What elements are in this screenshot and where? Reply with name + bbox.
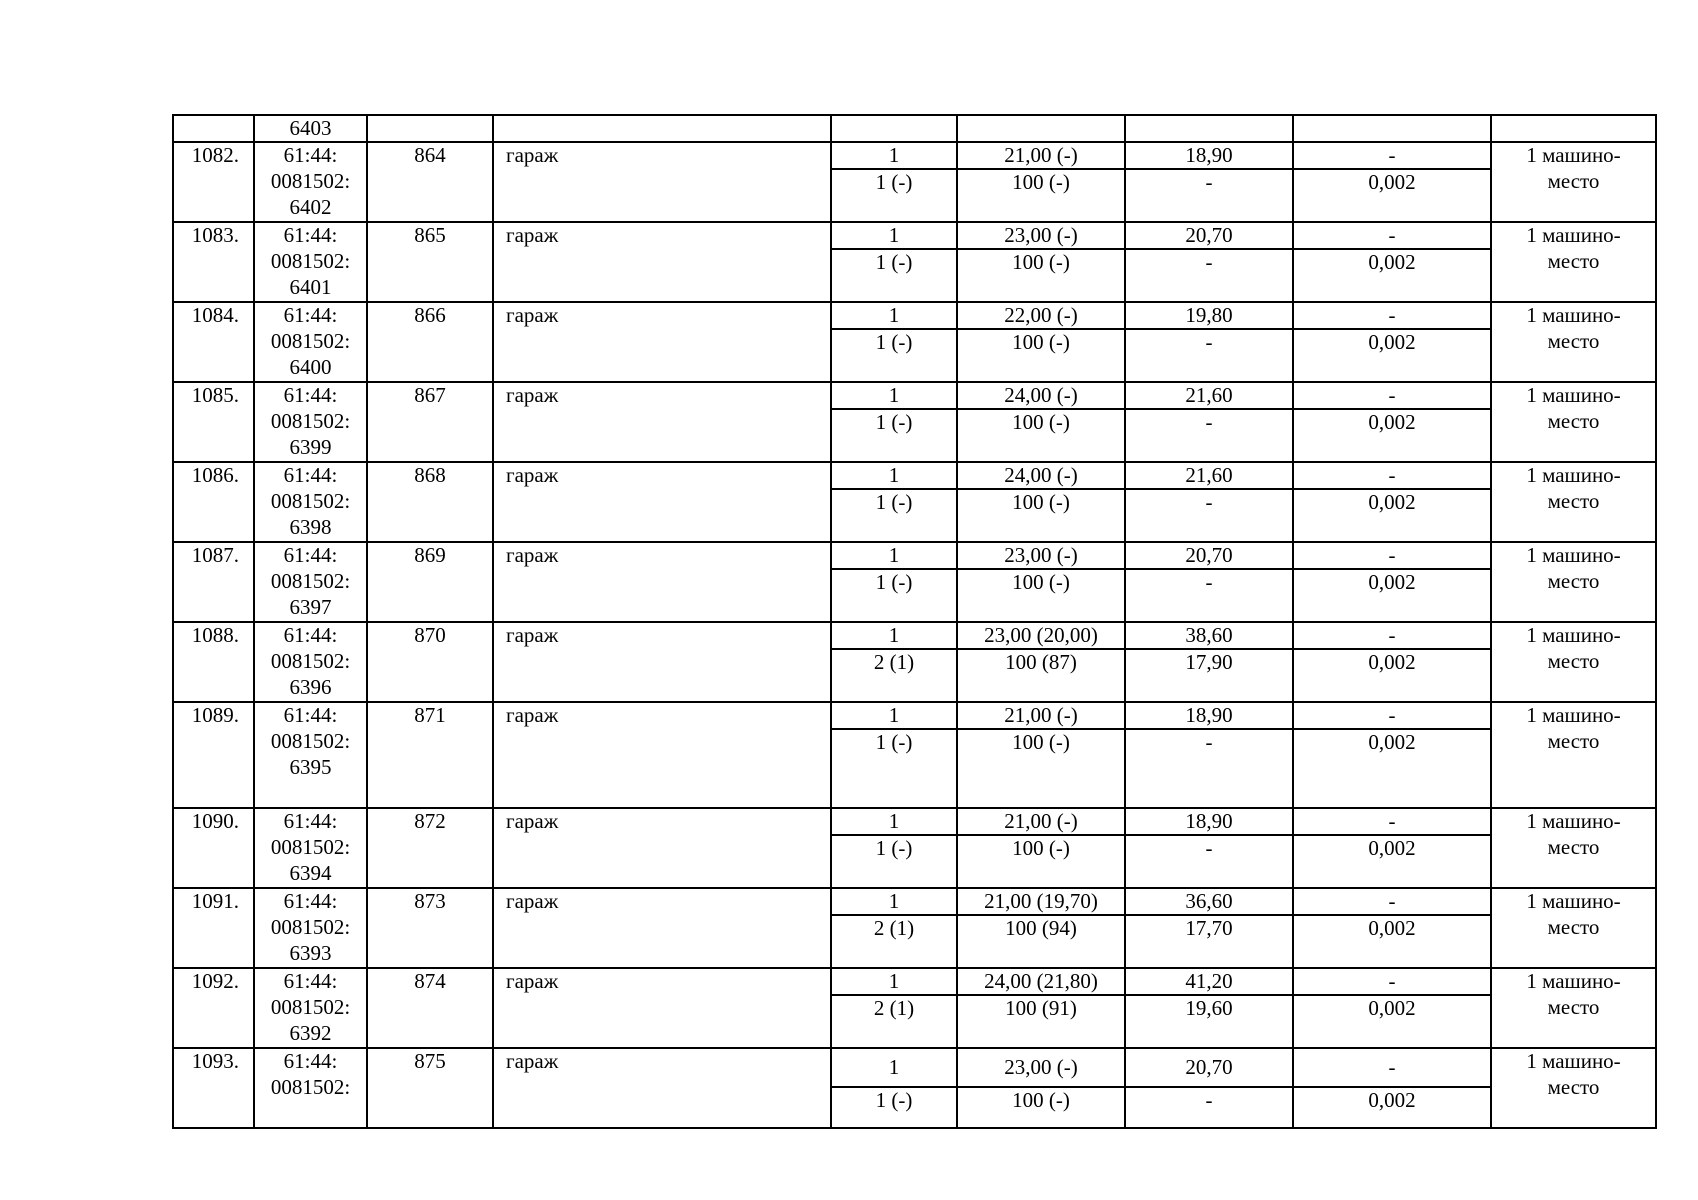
note-line-1: 1 машино-: [1526, 623, 1621, 647]
share-bottom: 0,002: [1293, 569, 1491, 622]
count-bottom: 1 (-): [831, 489, 957, 542]
cadastral-line: 6398: [289, 515, 332, 539]
value-top: 20,70: [1125, 542, 1293, 569]
cadastral-line: 61:44:: [283, 969, 338, 993]
count-top: 1: [831, 542, 957, 569]
object-number-cell: [367, 115, 493, 142]
registry-table: [172, 114, 1657, 1129]
cadastral-line: 0081502:: [270, 915, 351, 939]
share-bottom: 0,002: [1293, 249, 1491, 302]
table-row: [173, 1048, 1656, 1087]
object-number: 871: [367, 702, 493, 808]
note-line-2: место: [1547, 995, 1600, 1019]
note-cell: [1491, 542, 1656, 622]
table-row: [173, 542, 1656, 569]
note-line-2: место: [1547, 1075, 1600, 1099]
share-top: -: [1293, 1048, 1491, 1087]
value-top: 21,60: [1125, 382, 1293, 409]
value-bottom: 17,90: [1125, 649, 1293, 702]
count-bottom: 1 (-): [831, 169, 957, 222]
cadastral-line: 61:44:: [283, 703, 338, 727]
note-line-1: 1 машино-: [1526, 383, 1621, 407]
table-row: [173, 462, 1656, 489]
cadastral-line: 61:44:: [283, 623, 338, 647]
cadastral-line: 6397: [289, 595, 332, 619]
note-line-2: место: [1547, 835, 1600, 859]
note-cell: [1491, 808, 1656, 888]
area-top: 24,00 (21,80): [957, 968, 1125, 995]
note-line-2: место: [1547, 915, 1600, 939]
cadastral-number-cell: [254, 142, 367, 222]
share-top: -: [1293, 622, 1491, 649]
object-number: 864: [367, 142, 493, 222]
cadastral-line: 6396: [289, 675, 332, 699]
note-line-1: 1 машино-: [1526, 889, 1621, 913]
area-top: 24,00 (-): [957, 382, 1125, 409]
object-type: гараж: [493, 702, 831, 808]
row-number-cell: [173, 115, 254, 142]
value-bottom: -: [1125, 569, 1293, 622]
area-bottom: 100 (-): [957, 329, 1125, 382]
note-cell: [1491, 888, 1656, 968]
cadastral-line: [255, 1101, 366, 1127]
count-bottom: 1 (-): [831, 329, 957, 382]
share-bottom: 0,002: [1293, 995, 1491, 1048]
value-bottom: 19,60: [1125, 995, 1293, 1048]
row-number: 1084.: [173, 302, 254, 382]
value-bottom: -: [1125, 835, 1293, 888]
area-top: 24,00 (-): [957, 462, 1125, 489]
table-row: [173, 302, 1656, 329]
note-line-1: 1 машино-: [1526, 143, 1621, 167]
area-bottom: 100 (94): [957, 915, 1125, 968]
count-top: 1: [831, 968, 957, 995]
note-line-1: 1 машино-: [1526, 969, 1621, 993]
count-bottom: 2 (1): [831, 995, 957, 1048]
area-top: 23,00 (-): [957, 222, 1125, 249]
count-top: 1: [831, 622, 957, 649]
area-cell: [957, 115, 1125, 142]
row-number: 1085.: [173, 382, 254, 462]
cadastral-line: 6402: [289, 195, 332, 219]
value-bottom: -: [1125, 729, 1293, 808]
cadastral-number-cell: [254, 302, 367, 382]
share-top: -: [1293, 462, 1491, 489]
cadastral-line: 61:44:: [283, 303, 338, 327]
cadastral-tail: 6403: [289, 116, 332, 140]
count-bottom: 1 (-): [831, 1087, 957, 1128]
area-top: 23,00 (-): [957, 542, 1125, 569]
value-bottom: -: [1125, 249, 1293, 302]
object-number: 868: [367, 462, 493, 542]
count-top: 1: [831, 222, 957, 249]
area-top: 21,00 (19,70): [957, 888, 1125, 915]
cadastral-line: 0081502:: [270, 995, 351, 1019]
cadastral-line: 61:44:: [283, 383, 338, 407]
note-line-1: 1 машино-: [1526, 809, 1621, 833]
cadastral-line: 61:44:: [283, 463, 338, 487]
count-top: 1: [831, 808, 957, 835]
object-type-cell: [493, 115, 831, 142]
share-top: -: [1293, 968, 1491, 995]
object-type: гараж: [493, 462, 831, 542]
area-top: 23,00 (-): [957, 1048, 1125, 1087]
table-row: [173, 968, 1656, 995]
row-number: 1089.: [173, 702, 254, 808]
cadastral-line: 0081502:: [270, 835, 351, 859]
note-cell: [1491, 968, 1656, 1048]
table-body: [173, 115, 1656, 1128]
object-type: гараж: [493, 542, 831, 622]
share-bottom: 0,002: [1293, 329, 1491, 382]
row-number: 1083.: [173, 222, 254, 302]
row-number: 1093.: [173, 1048, 254, 1128]
note-line-1: 1 машино-: [1526, 223, 1621, 247]
cadastral-number-cell: [254, 542, 367, 622]
object-type: гараж: [493, 808, 831, 888]
share-top: -: [1293, 808, 1491, 835]
row-number: 1090.: [173, 808, 254, 888]
note-cell: [1491, 222, 1656, 302]
count-top: 1: [831, 302, 957, 329]
cadastral-line: 61:44:: [283, 1049, 338, 1073]
note-line-1: 1 машино-: [1526, 463, 1621, 487]
value-bottom: -: [1125, 489, 1293, 542]
object-type: гараж: [493, 622, 831, 702]
object-type: гараж: [493, 968, 831, 1048]
note-line-1: 1 машино-: [1526, 303, 1621, 327]
share-bottom: 0,002: [1293, 835, 1491, 888]
cadastral-line: 0081502:: [270, 649, 351, 673]
note-cell: [1491, 462, 1656, 542]
count-bottom: 2 (1): [831, 649, 957, 702]
cadastral-line: 61:44:: [283, 889, 338, 913]
area-top: 21,00 (-): [957, 142, 1125, 169]
object-number: 870: [367, 622, 493, 702]
share-bottom: 0,002: [1293, 489, 1491, 542]
note-cell: [1491, 382, 1656, 462]
cadastral-number-cell: [254, 702, 367, 808]
value-cell: [1125, 115, 1293, 142]
value-top: 20,70: [1125, 1048, 1293, 1087]
note-cell: [1491, 142, 1656, 222]
note-line-1: 1 машино-: [1526, 703, 1621, 727]
cadastral-line: 6394: [289, 861, 332, 885]
cadastral-line: 6400: [289, 355, 332, 379]
table-row: [173, 888, 1656, 915]
cadastral-number-cell: [254, 382, 367, 462]
cadastral-line: 61:44:: [283, 223, 338, 247]
note-line-2: место: [1547, 409, 1600, 433]
count-top: 1: [831, 142, 957, 169]
note-line-2: место: [1547, 489, 1600, 513]
table-row: [173, 808, 1656, 835]
area-bottom: 100 (91): [957, 995, 1125, 1048]
value-top: 41,20: [1125, 968, 1293, 995]
note-line-2: место: [1547, 729, 1600, 753]
cadastral-line: 61:44:: [283, 543, 338, 567]
value-top: 38,60: [1125, 622, 1293, 649]
cadastral-line: 0081502:: [270, 409, 351, 433]
cadastral-number-cell: [254, 1048, 367, 1128]
note-line-1: 1 машино-: [1526, 543, 1621, 567]
value-top: 21,60: [1125, 462, 1293, 489]
share-top: -: [1293, 302, 1491, 329]
area-bottom: 100 (-): [957, 249, 1125, 302]
value-top: 18,90: [1125, 142, 1293, 169]
count-top: 1: [831, 702, 957, 729]
note-line-2: место: [1547, 569, 1600, 593]
object-number: 867: [367, 382, 493, 462]
area-bottom: 100 (-): [957, 169, 1125, 222]
area-top: 21,00 (-): [957, 702, 1125, 729]
note-cell: [1491, 702, 1656, 808]
note-line-1: 1 машино-: [1526, 1049, 1621, 1073]
cadastral-line: 0081502:: [270, 489, 351, 513]
count-bottom: 2 (1): [831, 915, 957, 968]
cadastral-number-cell: [254, 462, 367, 542]
value-bottom: 17,70: [1125, 915, 1293, 968]
object-type: гараж: [493, 1048, 831, 1128]
share-top: -: [1293, 888, 1491, 915]
cadastral-line: 61:44:: [283, 809, 338, 833]
value-top: 18,90: [1125, 702, 1293, 729]
table-row: [173, 222, 1656, 249]
area-bottom: 100 (87): [957, 649, 1125, 702]
note-line-2: место: [1547, 169, 1600, 193]
object-number: 872: [367, 808, 493, 888]
note-line-2: место: [1547, 329, 1600, 353]
cadastral-line: 6401: [289, 275, 332, 299]
object-number: 866: [367, 302, 493, 382]
share-top: -: [1293, 702, 1491, 729]
share-top: -: [1293, 382, 1491, 409]
cadastral-line: 0081502:: [270, 329, 351, 353]
share-bottom: 0,002: [1293, 729, 1491, 808]
value-top: 18,90: [1125, 808, 1293, 835]
cadastral-number-cell: [254, 888, 367, 968]
area-top: 23,00 (20,00): [957, 622, 1125, 649]
row-number: 1087.: [173, 542, 254, 622]
area-bottom: 100 (-): [957, 1087, 1125, 1128]
table-row: [173, 622, 1656, 649]
table-row: [173, 382, 1656, 409]
cadastral-line: 6395: [289, 755, 332, 779]
row-number: 1092.: [173, 968, 254, 1048]
count-top: 1: [831, 888, 957, 915]
table-row-continued: [173, 115, 1656, 142]
cadastral-line: 0081502:: [270, 1075, 351, 1099]
count-bottom: 1 (-): [831, 569, 957, 622]
area-bottom: 100 (-): [957, 409, 1125, 462]
value-bottom: -: [1125, 329, 1293, 382]
note-cell: [1491, 115, 1656, 142]
cadastral-line: 0081502:: [270, 729, 351, 753]
table-row: [173, 142, 1656, 169]
object-number: 869: [367, 542, 493, 622]
note-cell: [1491, 622, 1656, 702]
area-bottom: 100 (-): [957, 729, 1125, 808]
value-bottom: -: [1125, 169, 1293, 222]
share-bottom: 0,002: [1293, 169, 1491, 222]
value-bottom: -: [1125, 409, 1293, 462]
note-cell: [1491, 302, 1656, 382]
cadastral-line: 0081502:: [270, 169, 351, 193]
object-type: гараж: [493, 382, 831, 462]
cadastral-line: 61:44:: [283, 143, 338, 167]
object-type: гараж: [493, 222, 831, 302]
count-bottom: 1 (-): [831, 409, 957, 462]
area-bottom: 100 (-): [957, 569, 1125, 622]
object-number: 865: [367, 222, 493, 302]
cadastral-number-cell: [254, 808, 367, 888]
share-bottom: 0,002: [1293, 1087, 1491, 1128]
count-bottom: 1 (-): [831, 729, 957, 808]
cadastral-line: 0081502:: [270, 249, 351, 273]
row-number: 1082.: [173, 142, 254, 222]
cadastral-number-cell: [254, 968, 367, 1048]
object-type: гараж: [493, 888, 831, 968]
count-top: 1: [831, 382, 957, 409]
cadastral-line: 6399: [289, 435, 332, 459]
object-number: 874: [367, 968, 493, 1048]
value-top: 36,60: [1125, 888, 1293, 915]
area-bottom: 100 (-): [957, 835, 1125, 888]
note-line-2: место: [1547, 649, 1600, 673]
cadastral-number-cell: [254, 622, 367, 702]
share-bottom: 0,002: [1293, 915, 1491, 968]
count-top: 1: [831, 1048, 957, 1087]
share-top: -: [1293, 222, 1491, 249]
cadastral-line: 6392: [289, 1021, 332, 1045]
cadastral-line: 6393: [289, 941, 332, 965]
count-bottom: 1 (-): [831, 835, 957, 888]
cadastral-number-cell: [254, 222, 367, 302]
cadastral-line: 0081502:: [270, 569, 351, 593]
note-cell: [1491, 1048, 1656, 1128]
note-line-2: место: [1547, 249, 1600, 273]
share-top: -: [1293, 142, 1491, 169]
row-number: 1086.: [173, 462, 254, 542]
share-bottom: 0,002: [1293, 409, 1491, 462]
table-row: [173, 702, 1656, 729]
row-number: 1091.: [173, 888, 254, 968]
object-number: 873: [367, 888, 493, 968]
row-number: 1088.: [173, 622, 254, 702]
count-bottom: 1 (-): [831, 249, 957, 302]
cadastral-number-cell: [254, 115, 367, 142]
share-cell: [1293, 115, 1491, 142]
value-top: 19,80: [1125, 302, 1293, 329]
object-number: 875: [367, 1048, 493, 1128]
area-top: 21,00 (-): [957, 808, 1125, 835]
object-type: гараж: [493, 302, 831, 382]
share-top: -: [1293, 542, 1491, 569]
count-cell: [831, 115, 957, 142]
area-top: 22,00 (-): [957, 302, 1125, 329]
value-bottom: -: [1125, 1087, 1293, 1128]
share-bottom: 0,002: [1293, 649, 1491, 702]
area-bottom: 100 (-): [957, 489, 1125, 542]
count-top: 1: [831, 462, 957, 489]
value-top: 20,70: [1125, 222, 1293, 249]
object-type: гараж: [493, 142, 831, 222]
